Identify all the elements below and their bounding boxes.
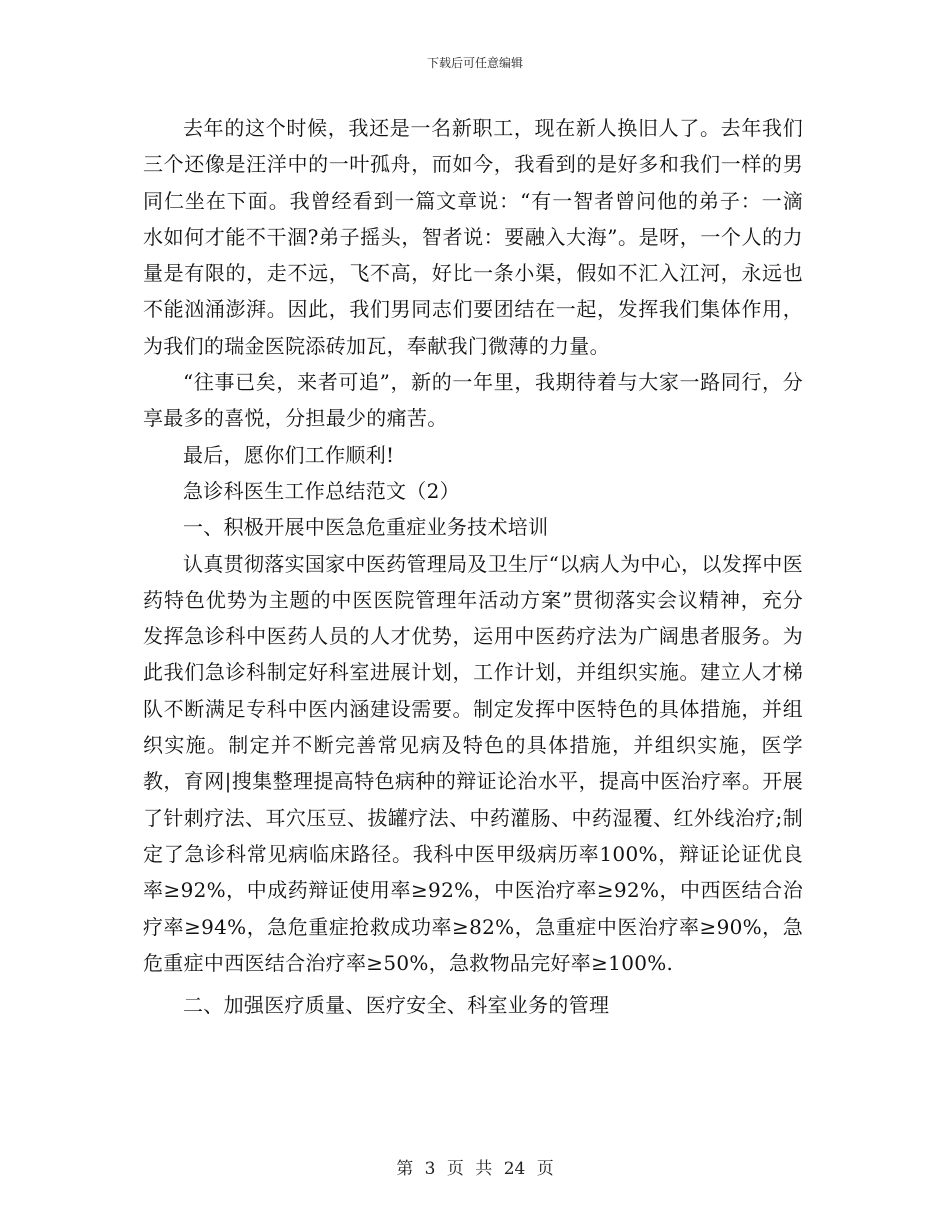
heading-two: 二、加强医疗质量、医疗安全、科室业务的管理 [183,993,610,1018]
paragraph-new-year: “往事已矣，来者可追”，新的一年里，我期待着与大家一路同行，分享最多的喜悦，分担最少的痛苦。 [143,370,803,431]
paragraph-wishes: 最后，愿你们工作顺利! [183,442,395,467]
page-footer: 第 3 页 共 24 页 [396,1159,554,1179]
paragraph-training: 认真贯彻落实国家中医药管理局及卫生厅“以病人为中心，以发挥中医药特色优势为主题的中医医院管理年活动方案”贯彻落实会议精神，充分发挥急诊科中医药人员的人才优势，运用中医药疗法为广阔患者服务。为此我们急诊科制定好科室进展计划，工作计划，并组织实施。建立人才梯队不断满足专科中医内涵建设需要。制定发挥中医特色的具体措施，并组织实施。制定并不断完善常见病及特色的具体措施，并组织实施，医学教，育网|搜集整理提高特色病种的辩证论治水平，提高中医治疗率。开展了针刺疗法、耳穴压豆、拔罐疗法、中药灌肠、中药湿覆、红外线治疗;制定了急诊科常见病临床路径。我科中医甲级病历率100%，辩证论证优良率≥92%，中成药辩证使用率≥92%，中医治疗率≥92%，中西医结合治疗率≥94%，急危重症抢救成功率≥82%，急重症中医治疗率≥90%，急危重症中西医结合治疗率≥50%，急救物品完好率≥100%. [143,551,803,975]
paragraph-reflection: 去年的这个时候，我还是一名新职工，现在新人换旧人了。去年我们三个还像是汪洋中的一叶孤舟，而如今，我看到的是好多和我们一样的男同仁坐在下面。我曾经看到一篇文章说：“有一智者曾问他的弟子：一滴水如何才能不干涸?弟子摇头，智者说：要融入大海”。是呀，一个人的力量是有限的，走不远，飞不高，好比一条小渠，假如不汇入江河，永远也不能汹涌澎湃。因此，我们男同志们要团结在一起，发挥我们集体作用，为我们的瑞金医院添砖加瓦，奉献我门微薄的力量。 [143,116,803,358]
document-body [143,110,803,1023]
section-title: 急诊科医生工作总结范文（2） [183,478,460,503]
heading-one: 一、积极开展中医急危重症业务技术培训 [183,515,549,540]
page-header: 下载后可任意编辑 [426,56,523,70]
